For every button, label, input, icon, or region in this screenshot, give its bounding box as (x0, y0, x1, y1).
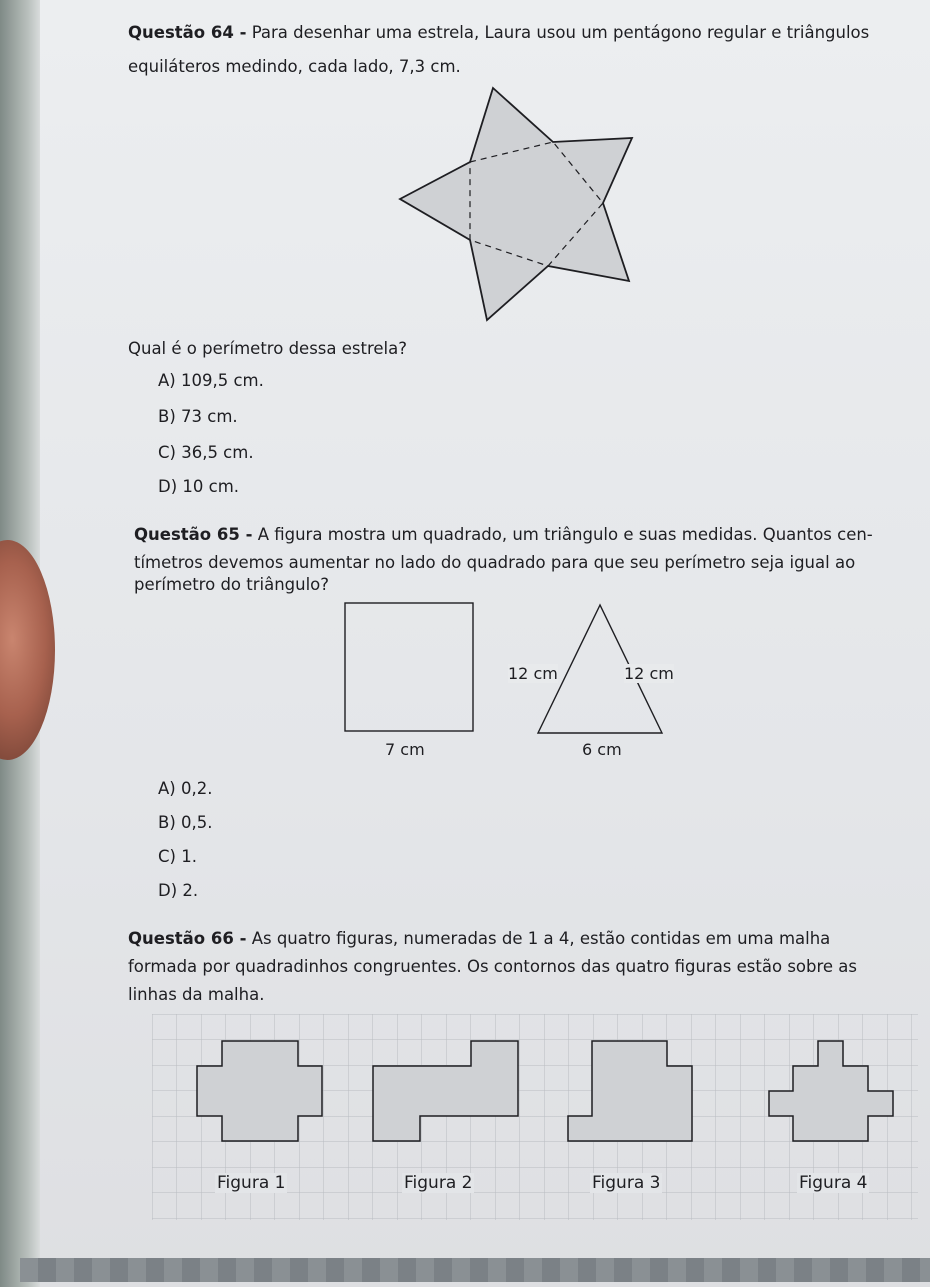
q64-option-a[interactable]: A) 109,5 cm. (158, 371, 264, 390)
q64-option-d[interactable]: D) 10 cm. (158, 477, 240, 496)
q65-option-a[interactable]: A) 0,2. (158, 779, 213, 798)
q64-line2: equiláteros medindo, cada lado, 7,3 cm. (128, 57, 461, 76)
q65-option-c[interactable]: C) 1. (158, 847, 197, 866)
q65-line3: perímetro do triângulo? (134, 575, 330, 594)
q65-line2: tímetros devemos aumentar no lado do quadrado para que seu perímetro seja igual ao (134, 553, 856, 572)
q66-line3: linhas da malha. (128, 985, 265, 1004)
bottom-edge-strip (20, 1258, 930, 1282)
q65-title: Questão 65 - (134, 525, 253, 544)
q66-text-1: As quatro figuras, numeradas de 1 a 4, estão contidas em uma malha (251, 929, 831, 948)
q64-option-b[interactable]: B) 73 cm. (158, 407, 238, 426)
q64-text-1: Para desenhar uma estrela, Laura usou um pentágono regular e triângulos (251, 23, 870, 42)
q65-line1 (134, 524, 873, 546)
star-shape (400, 88, 632, 320)
triangle-base-label: 6 cm (582, 740, 622, 759)
figure-1-label: Figura 1 (217, 1173, 286, 1193)
triangle-right-label: 12 cm (624, 664, 674, 683)
q64-question: Qual é o perímetro dessa estrela? (128, 339, 407, 358)
figure-4-label: Figura 4 (799, 1173, 868, 1193)
q64-line1 (128, 22, 869, 44)
figure-3-label: Figura 3 (592, 1173, 661, 1193)
q64-title: Questão 64 - (128, 23, 247, 42)
q66-line1 (128, 928, 830, 950)
square-shape (345, 603, 473, 731)
figure-2-label: Figura 2 (404, 1173, 473, 1193)
q65-option-b[interactable]: B) 0,5. (158, 813, 213, 832)
q66-line2: formada por quadradinhos congruentes. Os contornos das quatro figuras estão sobre as (128, 957, 858, 976)
q66-title: Questão 66 - (128, 929, 247, 948)
square-side-label: 7 cm (385, 740, 425, 759)
triangle-left-label: 12 cm (508, 664, 558, 683)
star-figure (395, 80, 640, 325)
q65-text-1: A figura mostra um quadrado, um triângulo e suas medidas. Quantos cen- (257, 525, 873, 544)
q64-option-c[interactable]: C) 36,5 cm. (158, 443, 254, 462)
q65-option-d[interactable]: D) 2. (158, 881, 199, 900)
